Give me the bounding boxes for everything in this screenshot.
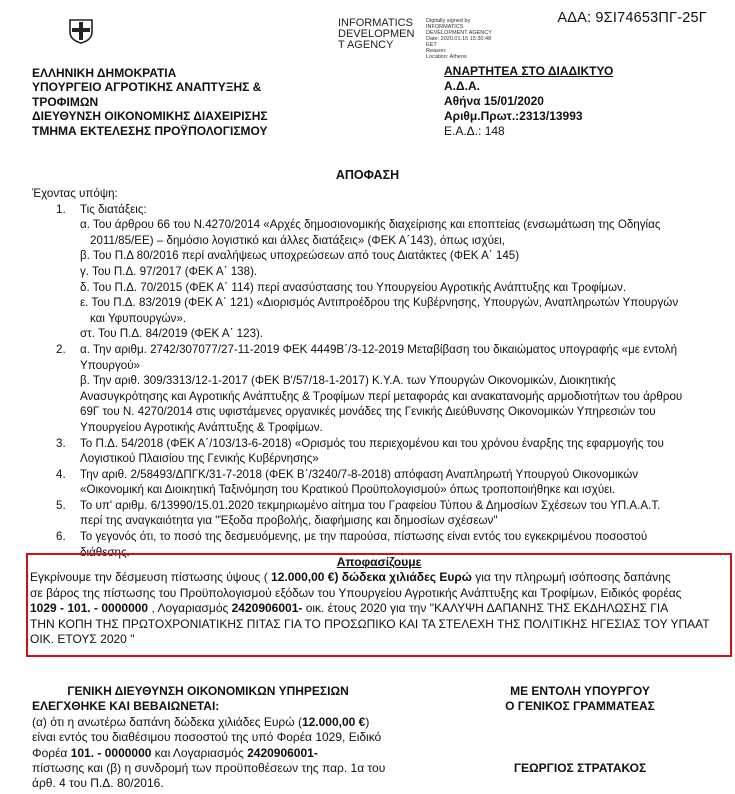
sig-detail: Reason: — [426, 48, 447, 54]
verification-line: πίστωσης και (β) η συνδρομή των προϋποθέσεων της παρ. 1α του — [32, 761, 386, 776]
verification-line: είναι εντός του διαθέσιμου ποσοστού της υπό Φορέα 1029, Ειδικό — [32, 730, 382, 745]
text-span: (α) ότι η ανωτέρω δαπάνη δώδεκα χιλιάδες Ευρώ ( — [32, 714, 302, 729]
amount: 12.000,00 €) δώδεκα χιλιάδες Ευρώ — [271, 570, 472, 584]
item-text: Υπουργείου Αγροτικής Ανάπτυξης & Τροφίμων. — [80, 420, 323, 434]
item-text: Το γεγονός ότι, το ποσό της δεσμευόμενης, με την παρούσα, πίστωσης είναι εντός του εγκεκριμένου ποσοστού — [80, 530, 648, 544]
item-number: 2. — [56, 342, 66, 356]
item-text: Τις διατάξεις: — [80, 202, 147, 216]
list-item — [32, 467, 722, 483]
decision-line: ΟΙΚ. ΕΤΟΥΣ 2020 " — [30, 632, 135, 646]
budget-code: 101. - 0000000 — [70, 745, 152, 760]
publish-label: ΑΝΑΡΤΗΤΕΑ ΣΤΟ ΔΙΑΔΙΚΤΥΟ — [444, 64, 614, 78]
item-text: γ. Του Π.Δ. 97/2017 (ΦΕΚ Α΄ 138). — [80, 264, 258, 278]
amount: 12.000,00 € — [301, 714, 366, 729]
item-text: περί της αναγκαιότητα για "Έξοδα προβολής, διαφήμισης και δημοσίων σχέσεων" — [80, 514, 498, 528]
sig-detail: Location: Athens — [426, 54, 467, 60]
ada-code: ΑΔΑ: 9ΣΙ74653ΠΓ-25Γ — [557, 10, 707, 26]
document-title: ΑΠΟΦΑΣΗ — [335, 168, 400, 182]
item-text: «Οικονομική και Διοικητική Ταξινόμηση του Κρατικού Προϋπολογισμού» όπως τροποποιήθηκε και ισχύει. — [80, 483, 616, 497]
item-text: Το υπ' αριθμ. 6/13990/15.01.2020 τεκμηριωμένο αίτημα του Γραφείου Τύπου & Δημοσίων Σχέσεων του ΥΠ.Α.Α.Τ. — [80, 498, 661, 512]
text-span: ) — [365, 714, 370, 729]
item-text: α. Την αριθμ. 2742/307077/27-11-2019 ΦΕΚ 4449Β΄/3-12-2019 Μεταβίβαση του δικαιώματος υπογραφής «με εντολή — [80, 342, 678, 356]
item-text: β. Την αριθ. 309/3313/12-1-2017 (ΦΕΚ Β'/57/18-1-2017) Κ.Υ.Α. των Υπουργών Οικονομικών, Διοικητικής — [80, 374, 616, 388]
list-item — [32, 529, 722, 545]
text-span: οικ. έτους 2020 για την "ΚΑΛΥΨΗ ΔΑΠΑΝΗΣ ΤΗΣ ΕΚΔΗΛΩΣΗΣ ΓΙΑ — [302, 601, 669, 615]
decision-line: ΤΗΝ ΚΟΠΗ ΤΗΣ ΠΡΩΤΟΧΡΟΝΙΑΤΙΚΗΣ ΠΙΤΑΣ ΓΙΑ ΤΟ ΠΡΟΣΩΠΙΚΟ ΚΑΙ ΤΑ ΣΤΕΛΕΧΗ ΤΗΣ ΠΟΛΙΤΙΚΗΣ ΗΓΕΣΙΑΣ ΤΟΥ ΥΠΑΑΤ — [30, 616, 710, 631]
list-item — [32, 436, 722, 452]
text-span: και Λογαριασμός — [151, 745, 248, 760]
item-text: 2011/85/ΕΕ) – δημόσιο λογιστικό και άλλες διατάξεις» (ΦΕΚ Α΄143), όπως ισχύει, — [90, 233, 505, 247]
account-number: 2420906001- — [247, 745, 318, 760]
greek-emblem-icon — [68, 18, 94, 44]
document-meta — [444, 64, 613, 139]
text-span: , Λογαριασμός — [148, 601, 232, 615]
sig-detail: Date: 2020.01.15 15:30:48 — [426, 36, 492, 42]
considering-heading: Έχοντας υπόψη: — [32, 187, 118, 200]
signer-name-2: DEVELOPMEN — [338, 28, 415, 40]
list-item — [32, 202, 722, 218]
decision-line — [30, 570, 726, 586]
decision-line: σε βάρος της πίστωσης του Προϋπολογισμού εξόδων του Υπουργείου Αγροτικής Ανάπτυξης και Τροφίμων, Ειδικός φορέας — [30, 585, 682, 600]
item-text: β. Του Π.Δ 80/2016 περί αναλήψεως υποχρεώσεων από τους Διατάκτες (ΦΕΚ Α΄ 145) — [80, 249, 520, 263]
signatory-block — [470, 684, 690, 776]
text-span: Φορέα — [32, 745, 71, 760]
ministry-line-2: ΤΡΟΦΙΜΩΝ — [32, 94, 99, 109]
country-name: ΕΛΛΗΝΙΚΗ ΔΗΜΟΚΡΑΤΙΑ — [32, 66, 177, 80]
decision-text — [30, 570, 726, 648]
department-name: ΤΜΗΜΑ ΕΚΤΕΛΕΣΗΣ ΠΡΟΫΠΟΛΟΓΙΣΜΟΥ — [32, 123, 268, 138]
ead-number: Ε.Α.Δ.: 148 — [444, 124, 505, 138]
verification-line — [32, 746, 384, 761]
item-number: 5. — [56, 498, 66, 512]
directorate-name: ΔΙΕΥΘΥΝΣΗ ΟΙΚΟΝΟΜΙΚΗΣ ΔΙΑΧΕΙΡΙΣΗΣ — [32, 109, 268, 124]
decision-title: Αποφασίζουμε — [336, 555, 422, 569]
item-number: 6. — [56, 530, 66, 544]
item-text: ε. Του Π.Δ. 83/2019 (ΦΕΚ Α΄ 121) «Διορισμός Αντιπροέδρου της Κυβέρνησης, Υπουργών, Αναπληρωτών Υπουργών — [80, 296, 679, 310]
item-number: 4. — [56, 467, 66, 481]
item-number: 3. — [56, 436, 66, 450]
document-date: Αθήνα 15/01/2020 — [444, 94, 544, 108]
item-text: Ανασυγκρότησης και Αγροτικής Ανάπτυξης & Τροφίμων περί μεταφοράς και ανακατανομής αρμοδιοτήτων του άρθρου — [80, 389, 683, 403]
verification-heading: ΓΕΝΙΚΗ ΔΙΕΥΘΥΝΣΗ ΟΙΚΟΝΟΜΙΚΩΝ ΥΠΗΡΕΣΙΩΝ — [67, 684, 349, 698]
verification-line — [32, 715, 384, 730]
signature-details — [426, 18, 511, 60]
item-text: Υπουργού» — [80, 358, 140, 372]
signer-name-3: T AGENCY — [338, 39, 394, 51]
account-number: 2420906001- — [231, 601, 303, 615]
item-text: 69Γ του Ν. 4270/2014 στις υφιστάμενες οργανικές μονάδες της Γενικής Διεύθυνσης Οικονομικών Υπηρεσιών του — [80, 405, 656, 419]
item-text: διάθεσης. — [80, 545, 130, 559]
signatory-authority: ΜΕ ΕΝΤΟΛΗ ΥΠΟΥΡΓΟΥ — [510, 684, 650, 698]
digital-signature — [338, 17, 508, 60]
signatory-name: ΓΕΩΡΓΙΟΣ ΣΤΡΑΤΑΚΟΣ — [513, 760, 647, 775]
verification-subheading: ΕΛΕΓΧΘΗΚΕ ΚΑΙ ΒΕΒΑΙΩΝΕΤΑΙ: — [32, 699, 220, 714]
item-number: 1. — [56, 202, 66, 216]
item-text: Την αριθ. 2/58493/ΔΠΓΚ/31-7-2018 (ΦΕΚ Β΄/3240/7-8-2018) απόφαση Αναπληρωτή Υπουργού Οικονομικών — [80, 467, 639, 481]
text-span: Εγκρίνουμε την δέσμευση πίστωσης ύψους ( — [30, 570, 272, 584]
decision-line — [30, 601, 726, 617]
list-item — [32, 498, 722, 514]
item-text: στ. Του Π.Δ. 84/2019 (ΦΕΚ Α΄ 123). — [80, 327, 264, 341]
sig-detail: EET — [426, 42, 437, 48]
protocol-number: Αριθμ.Πρωτ.:2313/13993 — [444, 109, 583, 123]
item-text: Το Π.Δ. 54/2018 (ΦΕΚ Α΄/103/13-6-2018) «Ορισμός του περιεχομένου και του χρόνου έναρξης της εφαρμογής του — [80, 436, 664, 450]
item-text: α. Του άρθρου 66 του Ν.4270/2014 «Αρχές δημοσιονομικής διαχείρισης και εποπτείας (ενσωμάτωση της Οδηγίας — [80, 218, 661, 232]
signer-name-1: INFORMATICS — [338, 17, 413, 29]
verification-block — [32, 684, 384, 792]
issuer-header — [32, 66, 268, 138]
item-text: δ. Του Π.Δ. 70/2015 (ΦΕΚ Α΄ 114) περί ανασύστασης του Υπουργείου Αγροτικής Ανάπτυξης και Τροφίμων. — [80, 280, 627, 294]
item-text: και Υφυπουργών». — [90, 311, 187, 325]
budget-code: 1029 - 101. - 0000000 — [30, 601, 149, 615]
list-item — [32, 342, 722, 358]
ada-label: Α.Δ.Α. — [444, 79, 480, 93]
text-span: για την πληρωμή ισόποσης δαπάνης — [471, 570, 671, 584]
signatory-title: Ο ΓΕΝΙΚΟΣ ΓΡΑΜΜΑΤΕΑΣ — [505, 699, 655, 714]
sig-detail: Digitally signed by — [426, 18, 471, 24]
verification-line: άρθ. 4 του Π.Δ. 80/2016. — [32, 776, 164, 791]
considerations — [32, 186, 722, 560]
ministry-line-1: ΥΠΟΥΡΓΕΙΟ ΑΓΡΟΤΙΚΗΣ ΑΝΑΠΤΥΞΗΣ & — [32, 80, 262, 95]
item-text: Λογιστικού Πλαισίου της Γενικής Κυβέρνησης» — [80, 452, 319, 466]
sig-detail: DEVELOPMENT AGENCY — [426, 30, 492, 36]
sig-detail: INFORMATICS — [426, 24, 464, 30]
